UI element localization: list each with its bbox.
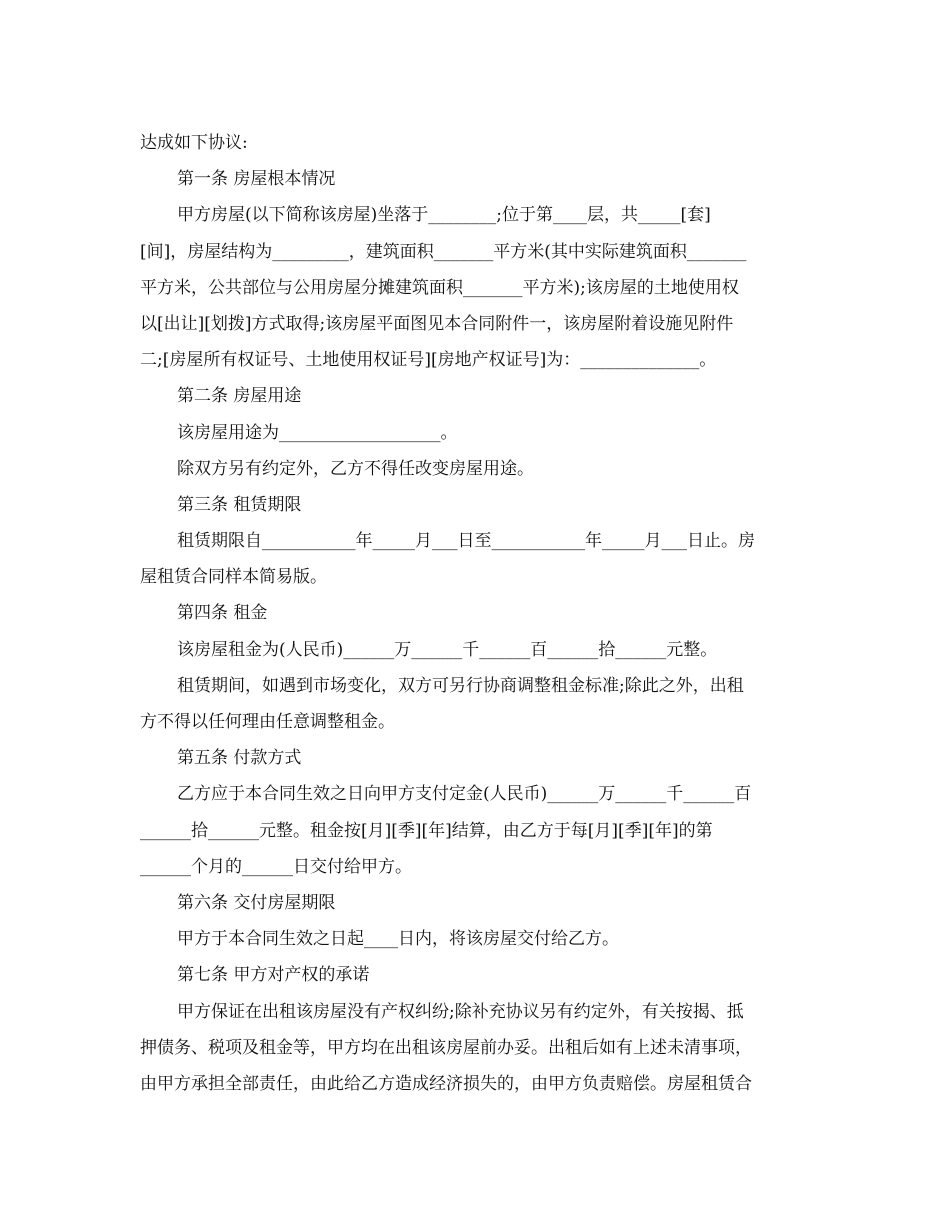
text-line: 方不得以任何理由任意调整租金。 xyxy=(140,712,395,732)
text-line: ______个月的______日交付给甲方。 xyxy=(140,856,412,877)
text-line: ______拾______元整。租金按[月][季][年]结算，由乙方于每[月][季][年]的第 xyxy=(140,820,713,841)
text-line: 甲方于本合同生效之日起____日内，将该房屋交付给乙方。 xyxy=(177,929,619,950)
text-line: 该房屋用途为___________________。 xyxy=(177,422,458,443)
text-line: 甲方保证在出租该房屋没有产权纠纷;除补充协议另有约定外，有关按揭、抵 xyxy=(177,1001,744,1022)
text-line: 租赁期间，如遇到市场变化，双方可另行协商调整租金标准;除此之外，出租 xyxy=(177,675,744,696)
text-line: 以[出让][划拨]方式取得;该房屋平面图见本合同附件一，该房屋附着设施见附件 xyxy=(140,313,734,334)
text-line: 平方米，公共部位与公用房屋分摊建筑面积_______平方米);该房屋的土地使用权 xyxy=(140,277,739,298)
article-heading: 第三条 租赁期限 xyxy=(177,494,302,515)
article-heading: 第二条 房屋用途 xyxy=(177,386,302,407)
document-body xyxy=(140,125,812,1102)
text-line: 租赁期限自___________年_____月___日至___________年_____月___日止。房 xyxy=(177,531,755,552)
article-heading: 第六条 交付房屋期限 xyxy=(177,892,336,913)
article-heading: 第一条 房屋根本情况 xyxy=(177,169,336,190)
text-line: 甲方房屋(以下简称该房屋)坐落于________;位于第____层，共_____[套] xyxy=(177,205,711,226)
text-line: 达成如下协议: xyxy=(140,133,248,153)
text-line: 押债务、税项及租金等，甲方均在出租该房屋前办妥。出租后如有上述未清事项， xyxy=(140,1037,752,1058)
article-heading: 第七条 甲方对产权的承诺 xyxy=(177,965,370,986)
text-line: 乙方应于本合同生效之日向甲方支付定金(人民币)______万______千______百 xyxy=(177,784,752,805)
text-line: 二;[房屋所有权证号、土地使用权证号][房地产权证号]为：______________。 xyxy=(140,350,717,371)
text-line: 该房屋租金为(人民币)______万______千______百______拾______元整。 xyxy=(177,639,718,660)
article-heading: 第五条 付款方式 xyxy=(177,748,302,769)
article-heading: 第四条 租金 xyxy=(177,603,268,624)
text-line: [间]，房屋结构为_________，建筑面积_______平方米(其中实际建筑面积_______ xyxy=(140,241,747,262)
text-line: 除双方另有约定外，乙方不得任改变房屋用途。 xyxy=(177,458,534,479)
text-line: 屋租赁合同样本简易版。 xyxy=(140,567,327,588)
text-line: 由甲方承担全部责任，由此给乙方造成经济损失的，由甲方负责赔偿。房屋租赁合 xyxy=(140,1073,752,1094)
